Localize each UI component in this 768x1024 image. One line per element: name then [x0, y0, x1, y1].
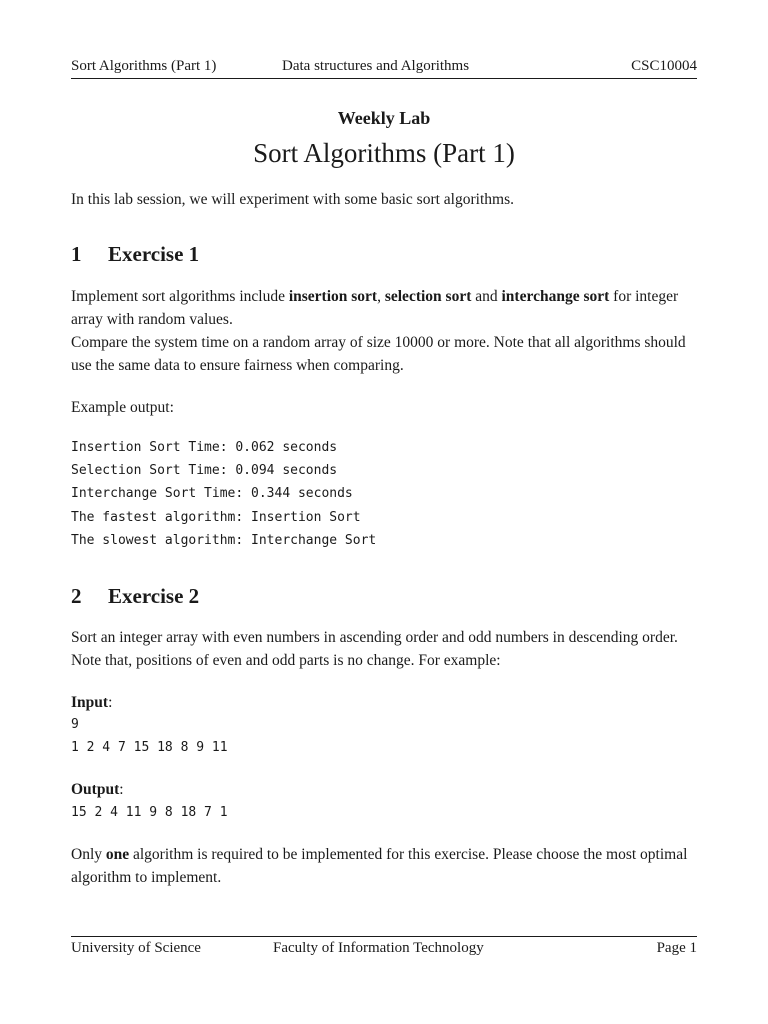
code-line: Interchange Sort Time: 0.344 seconds — [71, 486, 353, 501]
header-left: Sort Algorithms (Part 1) — [71, 58, 217, 74]
exercise-2-paragraph-2 — [71, 843, 697, 889]
bold-term-one: one — [105, 846, 130, 863]
input-label-text: Input — [71, 694, 109, 711]
input-label — [71, 691, 697, 714]
output-line: 15 2 4 11 9 8 18 7 1 — [71, 805, 228, 820]
section-number: 1 — [71, 242, 82, 266]
text-run: algorithm is required to be implemented for this exercise. Please choose the most optimal algorithm to implement. — [71, 846, 688, 886]
section-title: Exercise 2 — [108, 584, 200, 608]
input-line: 1 2 4 7 15 18 8 9 11 — [71, 740, 228, 755]
input-line: 9 — [71, 717, 79, 732]
header-right: CSC10004 — [631, 58, 697, 74]
footer-center: Faculty of Information Technology — [273, 940, 484, 956]
footer-right: Page 1 — [656, 940, 697, 956]
colon: : — [119, 781, 124, 798]
example-output-label: Example output: — [71, 399, 174, 416]
text-run: and — [471, 288, 502, 305]
bold-term-insertion-sort: insertion sort — [288, 288, 378, 305]
header-rule — [71, 78, 697, 79]
bold-term-selection-sort: selection sort — [384, 288, 472, 305]
footer-rule — [71, 936, 697, 937]
exercise-1-paragraph-1 — [71, 285, 697, 331]
text-run: Implement sort algorithms include — [71, 288, 289, 305]
text-run: , — [377, 288, 385, 305]
section-heading-exercise-1 — [71, 242, 199, 267]
bold-term-interchange-sort: interchange sort — [501, 288, 610, 305]
section-heading-exercise-2 — [71, 584, 199, 609]
colon: : — [108, 694, 113, 711]
output-label-text: Output — [71, 781, 120, 798]
footer-left: University of Science — [71, 940, 201, 956]
code-line: The fastest algorithm: Insertion Sort — [71, 510, 361, 525]
text-run: for integer array with random values. — [71, 288, 679, 328]
exercise-1-paragraph-2: Compare the system time on a random array of size 10000 or more. Note that all algorithms should use the same data to ensure fairness when comparing. — [71, 334, 686, 374]
text-run: Only — [71, 846, 106, 863]
section-title: Exercise 1 — [108, 242, 200, 266]
code-line: The slowest algorithm: Interchange Sort — [71, 533, 377, 548]
section-number: 2 — [71, 584, 82, 608]
page-title: Sort Algorithms (Part 1) — [253, 138, 515, 168]
code-line: Insertion Sort Time: 0.062 seconds — [71, 440, 338, 455]
output-label — [71, 778, 697, 801]
header-center: Data structures and Algorithms — [282, 58, 470, 74]
page-subtitle: Weekly Lab — [337, 108, 431, 128]
exercise-2-paragraph-1: Sort an integer array with even numbers in ascending order and odd numbers in descending order. Note that, positions of even and odd parts is no change. For example: — [71, 629, 678, 669]
intro-paragraph: In this lab session, we will experiment with some basic sort algorithms. — [71, 191, 514, 208]
code-line: Selection Sort Time: 0.094 seconds — [71, 463, 338, 478]
